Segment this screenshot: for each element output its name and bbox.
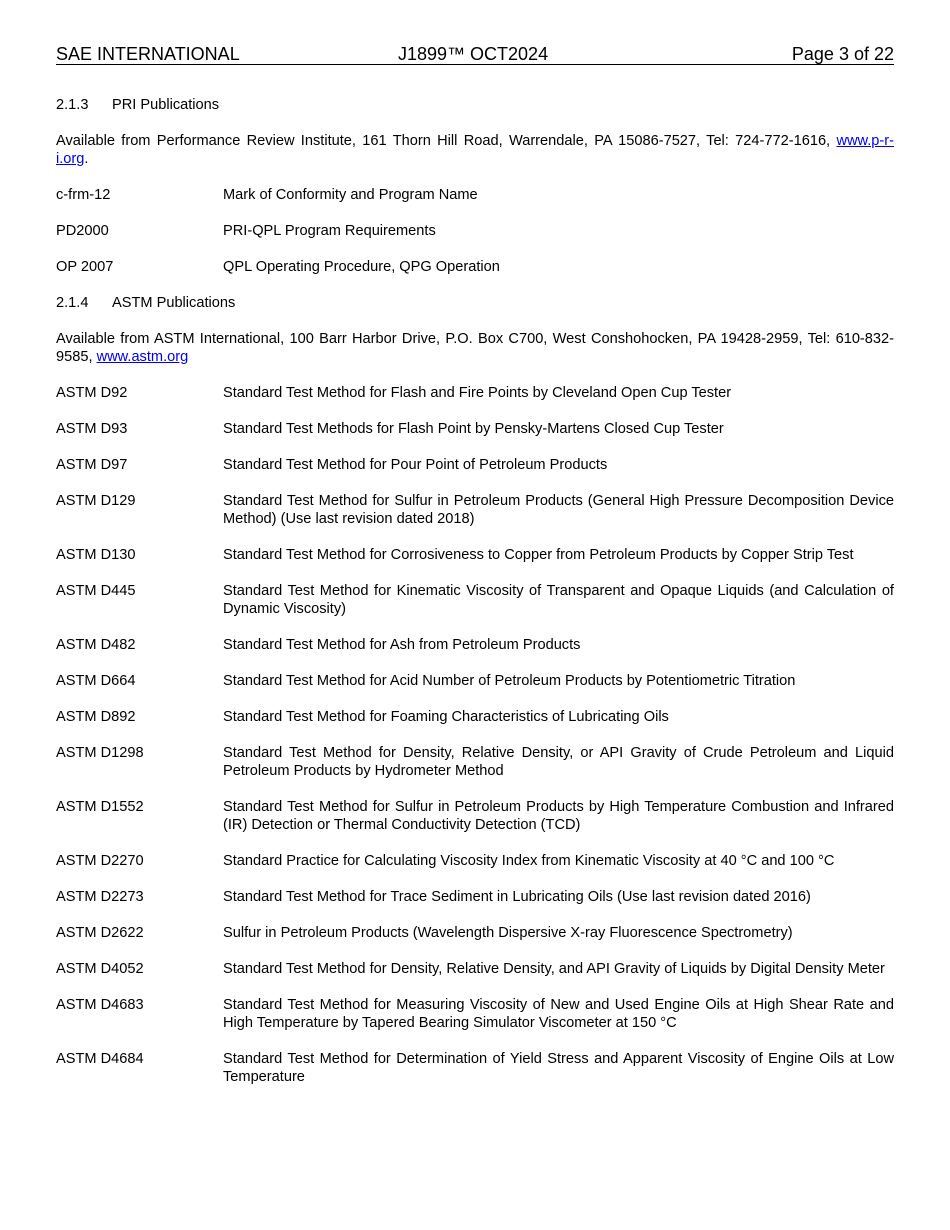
reference-title: Standard Test Method for Sulfur in Petroleum Products (General High Pressure Decomposition Device Method) (Use last revision dated 2018) bbox=[223, 493, 894, 527]
reference-title: Sulfur in Petroleum Products (Wavelength Dispersive X-ray Fluorescence Spectrometry) bbox=[223, 925, 793, 941]
reference-title: PRI-QPL Program Requirements bbox=[223, 223, 436, 239]
section-number: 2.1.4 bbox=[56, 295, 89, 311]
pri-website-link[interactable]: www.p-r-i.org bbox=[56, 133, 894, 167]
reference-code: ASTM D2622 bbox=[56, 925, 144, 941]
reference-row bbox=[56, 258, 894, 276]
reference-row bbox=[56, 798, 894, 834]
reference-row bbox=[56, 456, 894, 474]
reference-code: ASTM D2270 bbox=[56, 853, 144, 869]
link-suffix: . bbox=[84, 151, 89, 167]
reference-code: ASTM D97 bbox=[56, 457, 128, 473]
header-organization: SAE INTERNATIONAL bbox=[56, 44, 240, 64]
pri-availability-paragraph bbox=[56, 132, 894, 168]
section-heading-pri bbox=[56, 96, 894, 114]
reference-title: Standard Test Method for Density, Relative Density, and API Gravity of Liquids by Digital Density Meter bbox=[223, 961, 885, 977]
reference-row bbox=[56, 888, 894, 906]
reference-title: Mark of Conformity and Program Name bbox=[223, 187, 478, 203]
reference-code: ASTM D92 bbox=[56, 385, 128, 401]
reference-row bbox=[56, 960, 894, 978]
availability-text: Available from ASTM International, 100 Barr Harbor Drive, P.O. Box C700, West Conshohocken, PA 19428-2959, Tel: 610-832-9585, bbox=[56, 331, 894, 365]
reference-row bbox=[56, 924, 894, 942]
reference-row bbox=[56, 744, 894, 780]
reference-code: ASTM D4683 bbox=[56, 997, 144, 1013]
reference-row bbox=[56, 546, 894, 564]
reference-title: Standard Test Method for Pour Point of Petroleum Products bbox=[223, 457, 608, 473]
reference-code: ASTM D2273 bbox=[56, 889, 144, 905]
reference-code: ASTM D445 bbox=[56, 583, 136, 599]
reference-title: Standard Test Method for Measuring Viscosity of New and Used Engine Oils at High Shear Rate and High Temperature by Tapered Bearing Simulator Viscometer at 150 °C bbox=[223, 997, 894, 1031]
reference-code: ASTM D4684 bbox=[56, 1051, 144, 1067]
reference-row bbox=[56, 708, 894, 726]
astm-website-link[interactable]: www.astm.org bbox=[96, 349, 189, 365]
reference-row bbox=[56, 852, 894, 870]
section-title: PRI Publications bbox=[112, 97, 220, 113]
reference-row bbox=[56, 996, 894, 1032]
reference-code: ASTM D892 bbox=[56, 709, 136, 725]
document-body bbox=[56, 96, 894, 1104]
reference-title: Standard Test Method for Corrosiveness to Copper from Petroleum Products by Copper Strip Test bbox=[223, 547, 854, 563]
reference-code: PD2000 bbox=[56, 223, 109, 239]
reference-row bbox=[56, 636, 894, 654]
reference-code: ASTM D1298 bbox=[56, 745, 144, 761]
reference-title: Standard Test Method for Acid Number of Petroleum Products by Potentiometric Titration bbox=[223, 673, 796, 689]
section-heading-astm bbox=[56, 294, 894, 312]
astm-availability-paragraph bbox=[56, 330, 894, 366]
reference-code: ASTM D664 bbox=[56, 673, 136, 689]
reference-title: Standard Test Method for Trace Sediment in Lubricating Oils (Use last revision dated 2016) bbox=[223, 889, 811, 905]
reference-title: Standard Test Method for Foaming Characteristics of Lubricating Oils bbox=[223, 709, 669, 725]
reference-code: ASTM D4052 bbox=[56, 961, 144, 977]
reference-title: Standard Test Method for Flash and Fire Points by Cleveland Open Cup Tester bbox=[223, 385, 732, 401]
reference-row bbox=[56, 672, 894, 690]
reference-row bbox=[56, 186, 894, 204]
header-page-number: Page 3 of 22 bbox=[791, 44, 894, 64]
reference-row bbox=[56, 222, 894, 240]
section-number: 2.1.3 bbox=[56, 97, 89, 113]
reference-title: Standard Test Methods for Flash Point by Pensky-Martens Closed Cup Tester bbox=[223, 421, 724, 437]
reference-row bbox=[56, 1050, 894, 1086]
reference-title: Standard Test Method for Density, Relative Density, or API Gravity of Crude Petroleum and Liquid Petroleum Products by Hydrometer Method bbox=[223, 745, 894, 779]
reference-title: Standard Test Method for Kinematic Viscosity of Transparent and Opaque Liquids (and Calculation of Dynamic Viscosity) bbox=[223, 583, 894, 617]
reference-code: ASTM D130 bbox=[56, 547, 136, 563]
reference-code: OP 2007 bbox=[56, 259, 114, 275]
page-header bbox=[56, 44, 894, 65]
reference-code: ASTM D129 bbox=[56, 493, 136, 509]
reference-code: c-frm-12 bbox=[56, 187, 111, 203]
reference-code: ASTM D93 bbox=[56, 421, 128, 437]
availability-text: Available from Performance Review Institute, 161 Thorn Hill Road, Warrendale, PA 15086-7527, Tel: 724-772-1616, bbox=[56, 133, 837, 149]
reference-code: ASTM D482 bbox=[56, 637, 136, 653]
reference-row bbox=[56, 582, 894, 618]
section-title: ASTM Publications bbox=[112, 295, 236, 311]
reference-row bbox=[56, 420, 894, 438]
reference-title: Standard Test Method for Determination of Yield Stress and Apparent Viscosity of Engine Oils at Low Temperature bbox=[223, 1051, 894, 1085]
reference-title: Standard Test Method for Ash from Petroleum Products bbox=[223, 637, 581, 653]
reference-row bbox=[56, 492, 894, 528]
reference-title: Standard Practice for Calculating Viscosity Index from Kinematic Viscosity at 40 °C and 100 °C bbox=[223, 853, 835, 869]
header-document-id: J1899™ OCT2024 bbox=[398, 44, 549, 64]
reference-title: Standard Test Method for Sulfur in Petroleum Products by High Temperature Combustion and Infrared (IR) Detection or Thermal Conductivity Detection (TCD) bbox=[223, 799, 894, 833]
reference-title: QPL Operating Procedure, QPG Operation bbox=[223, 259, 500, 275]
reference-code: ASTM D1552 bbox=[56, 799, 144, 815]
reference-row bbox=[56, 384, 894, 402]
